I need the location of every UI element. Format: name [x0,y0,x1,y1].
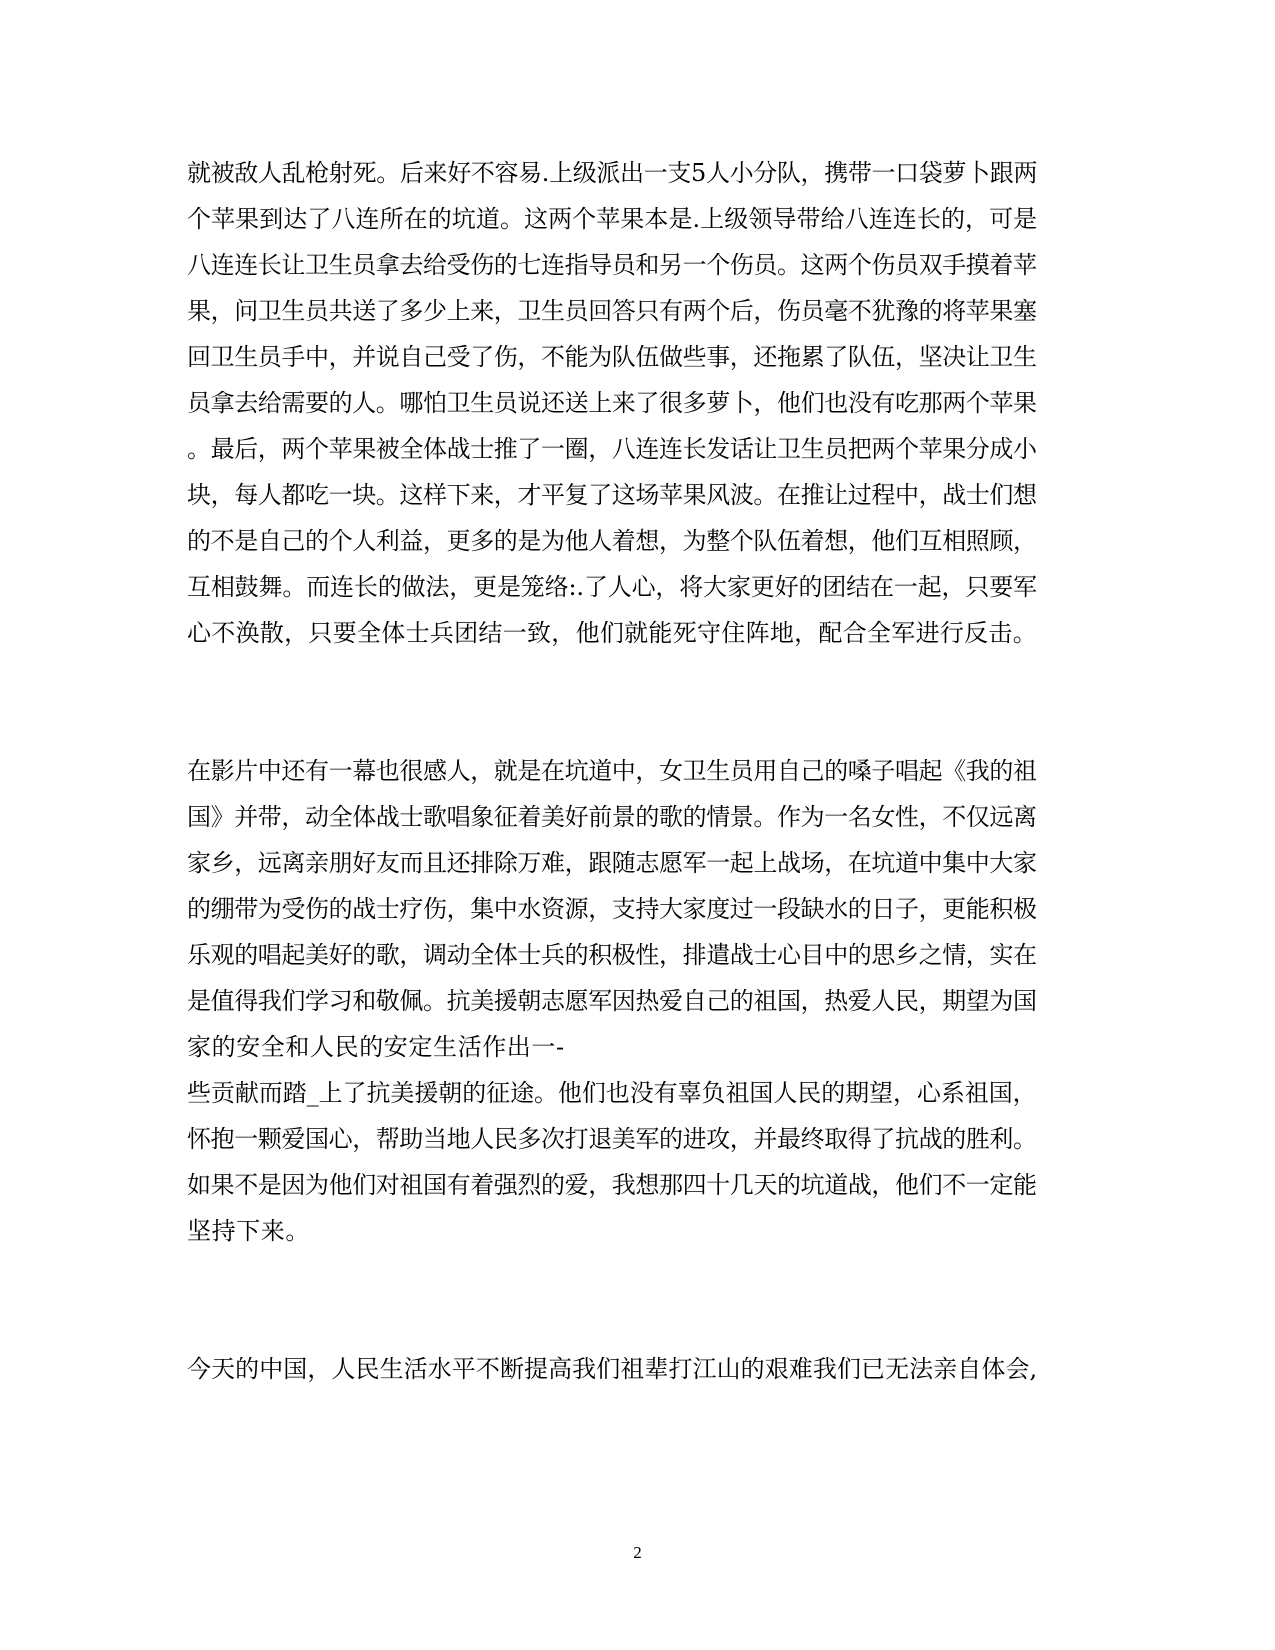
paragraph-2-line-8: 些贡献而踏_上了抗美援朝的征途。他们也没有辜负祖国人民的期望，心系祖国， [187,1079,1037,1107]
paragraph-2-line-9: 怀抱一颗爱国心，帮助当地人民多次打退美军的进攻，并最终取得了抗战的胜利。 [187,1125,1037,1153]
paragraph-1-line-6: 员拿去给需要的人。哪怕卫生员说还送上来了很多萝卜，他们也没有吃那两个苹果 [187,389,1037,417]
paragraph-2-line-10: 如果不是因为他们对祖国有着强烈的爱，我想那四十几天的坑道战，他们不一定能 [187,1171,1037,1199]
paragraph-1-line-8: 块，每人都吃一块。这样下来，才平复了这场苹果风波。在推让过程中，战士们想 [187,481,1037,509]
paragraph-1-line-10: 互相鼓舞。而连长的做法，更是笼络:.了人心，将大家更好的团结在一起，只要军 [187,573,1037,601]
paragraph-1-line-5: 回卫生员手中，并说自己受了伤，不能为队伍做些事，还拖累了队伍，坚决让卫生 [187,343,1037,371]
paragraph-2-line-6: 是值得我们学习和敬佩。抗美援朝志愿军因热爱自己的祖国，热爱人民，期望为国 [187,987,1037,1015]
paragraph-2-line-2: 国》并带，动全体战士歌唱象征着美好前景的歌的情景。作为一名女性，不仅远离 [187,803,1037,831]
paragraph-2-line-5: 乐观的唱起美好的歌，调动全体士兵的积极性，排遣战士心目中的思乡之情，实在 [187,941,1037,969]
paragraph-1-line-4: 果，问卫生员共送了多少上来，卫生员回答只有两个后，伤员毫不犹豫的将苹果塞 [187,297,1037,325]
paragraph-1-line-7: 。最后，两个苹果被全体战士推了一圈，八连连长发话让卫生员把两个苹果分成小 [187,435,1037,463]
page-number: 2 [633,1543,642,1562]
paragraph-2-line-11: 坚持下来。 [187,1217,310,1245]
paragraph-2-line-1: 在影片中还有一幕也很感人，就是在坑道中，女卫生员用自己的嗓子唱起《我的祖 [187,757,1037,785]
paragraph-2-line-7: 家的安全和人民的安定生活作出一- [187,1033,565,1061]
paragraph-2-line-3: 家乡，远离亲朋好友而且还排除万难，跟随志愿军一起上战场，在坑道中集中大家 [187,849,1037,877]
paragraph-2-line-4: 的绷带为受伤的战士疗伤，集中水资源，支持大家度过一段缺水的日子，更能积极 [187,895,1037,923]
paragraph-1-line-11: 心不涣散，只要全体士兵团结一致，他们就能死守住阵地，配合全军进行反击。 [187,619,1037,647]
paragraph-1-line-2: 个苹果到达了八连所在的坑道。这两个苹果本是.上级领导带给八连连长的，可是 [187,205,1038,233]
paragraph-1-line-9: 的不是自己的个人利益，更多的是为他人着想，为整个队伍着想，他们互相照顾， [187,527,1037,555]
paragraph-1-line-3: 八连连长让卫生员拿去给受伤的七连指导员和另一个伤员。这两个伤员双手摸着苹 [187,251,1037,279]
paragraph-3-line-1: 今天的中国，人民生活水平不断提高我们祖辈打江山的艰难我们已无法亲自体会, [187,1355,1038,1383]
paragraph-1-line-1: 就被敌人乱枪射死。后来好不容易.上级派出一支5人小分队，携带一口袋萝卜跟两 [187,159,1038,187]
